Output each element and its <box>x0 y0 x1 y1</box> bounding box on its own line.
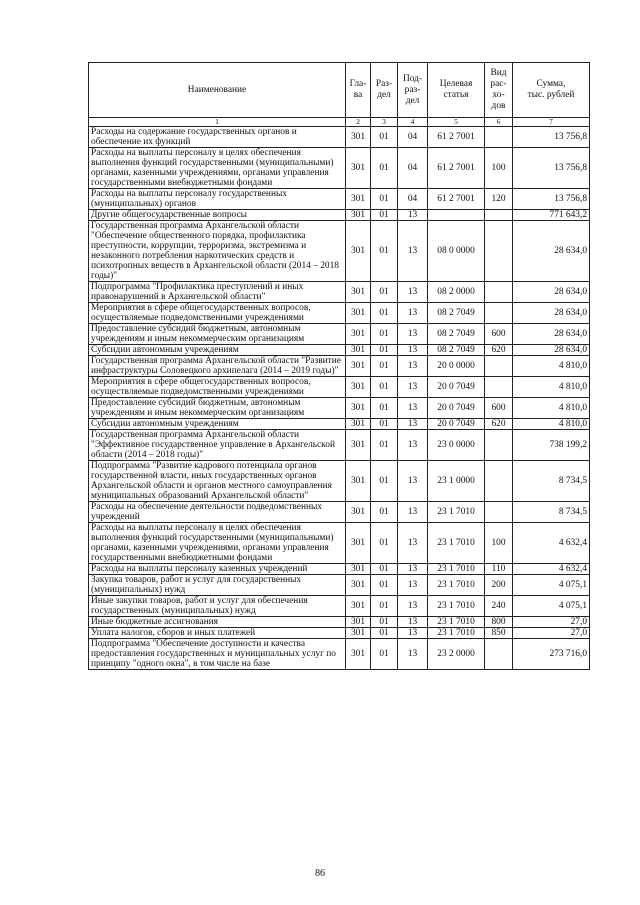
table-row <box>89 430 590 461</box>
row-expense-type-cell <box>485 210 513 221</box>
table-row <box>89 189 590 210</box>
row-expense-type-cell <box>485 639 513 670</box>
row-sum-cell: 27,0 <box>513 628 590 639</box>
header-sum: Сумма, тыс. рублей <box>513 63 590 118</box>
budget-table <box>88 62 590 670</box>
row-expense-type-cell: 600 <box>485 398 513 419</box>
header-row <box>89 63 590 118</box>
row-subsection-cell: 13 <box>398 398 428 419</box>
row-chapter-cell: 301 <box>346 575 371 596</box>
row-target-cell: 61 2 7001 <box>428 127 485 148</box>
row-subsection-cell: 13 <box>398 430 428 461</box>
row-name-cell: Подпрограмма "Развитие кадрового потенциала органов государственной власти, иных государственных органов Архангельской области и органов местного самоуправления муниципальных образований Архангельской области" <box>89 461 346 502</box>
row-chapter-cell: 301 <box>346 628 371 639</box>
column-number: 4 <box>398 118 428 127</box>
header-chapter: Гла- ва <box>346 63 371 118</box>
row-target-cell: 61 2 7001 <box>428 189 485 210</box>
row-target-cell: 08 2 7049 <box>428 324 485 345</box>
column-number: 3 <box>371 118 398 127</box>
row-subsection-cell: 13 <box>398 377 428 398</box>
table-row <box>89 282 590 303</box>
row-subsection-cell: 13 <box>398 303 428 324</box>
header-subsection: Под- раз- дел <box>398 63 428 118</box>
row-subsection-cell: 13 <box>398 639 428 670</box>
row-subsection-cell: 13 <box>398 324 428 345</box>
column-number: 6 <box>485 118 513 127</box>
row-sum-cell: 28 634,0 <box>513 324 590 345</box>
row-subsection-cell: 13 <box>398 575 428 596</box>
row-target-cell: 08 2 7049 <box>428 303 485 324</box>
row-name-cell: Иные закупки товаров, работ и услуг для обеспечения государственных (муниципальных) нужд <box>89 596 346 617</box>
row-sum-cell: 13 756,8 <box>513 127 590 148</box>
row-section-cell: 01 <box>371 617 398 628</box>
table-row <box>89 127 590 148</box>
row-target-cell: 23 1 7010 <box>428 564 485 575</box>
row-chapter-cell: 301 <box>346 282 371 303</box>
column-number: 1 <box>89 118 346 127</box>
row-chapter-cell: 301 <box>346 596 371 617</box>
row-sum-cell: 738 199,2 <box>513 430 590 461</box>
header-section: Раз- дел <box>371 63 398 118</box>
row-name-cell: Закупка товаров, работ и услуг для государственных (муниципальных) нужд <box>89 575 346 596</box>
row-subsection-cell: 13 <box>398 282 428 303</box>
row-sum-cell: 4 810,0 <box>513 356 590 377</box>
row-subsection-cell: 13 <box>398 345 428 356</box>
row-section-cell: 01 <box>371 148 398 189</box>
row-expense-type-cell: 100 <box>485 523 513 564</box>
row-name-cell: Субсидии автономным учреждениям <box>89 419 346 430</box>
row-chapter-cell: 301 <box>346 221 371 282</box>
row-subsection-cell: 13 <box>398 564 428 575</box>
row-subsection-cell: 13 <box>398 523 428 564</box>
row-chapter-cell: 301 <box>346 189 371 210</box>
row-sum-cell: 28 634,0 <box>513 345 590 356</box>
row-sum-cell: 28 634,0 <box>513 282 590 303</box>
row-section-cell: 01 <box>371 628 398 639</box>
row-subsection-cell: 13 <box>398 628 428 639</box>
row-expense-type-cell <box>485 127 513 148</box>
row-expense-type-cell: 200 <box>485 575 513 596</box>
table-row <box>89 377 590 398</box>
row-target-cell: 23 1 0000 <box>428 461 485 502</box>
row-name-cell: Государственная программа Архангельской области "Обеспечение общественного порядка, профилактика преступности, коррупции, терроризма, экстремизма и незаконного потребления наркотических средств и психотропных веществ в Архангельской области (2014 – 2018 годы)" <box>89 221 346 282</box>
row-chapter-cell: 301 <box>346 303 371 324</box>
row-subsection-cell: 04 <box>398 127 428 148</box>
row-expense-type-cell <box>485 282 513 303</box>
row-chapter-cell: 301 <box>346 210 371 221</box>
row-chapter-cell: 301 <box>346 377 371 398</box>
row-expense-type-cell <box>485 356 513 377</box>
row-name-cell: Расходы на обеспечение деятельности подведомственных учреждений <box>89 502 346 523</box>
row-subsection-cell: 04 <box>398 148 428 189</box>
row-target-cell: 23 1 7010 <box>428 628 485 639</box>
row-target-cell: 23 1 7010 <box>428 596 485 617</box>
row-expense-type-cell: 240 <box>485 596 513 617</box>
row-target-cell <box>428 210 485 221</box>
row-subsection-cell: 13 <box>398 221 428 282</box>
row-chapter-cell: 301 <box>346 639 371 670</box>
row-section-cell: 01 <box>371 356 398 377</box>
row-name-cell: Государственная программа Архангельской области "Развитие инфраструктуры Соловецкого архипелага (2014 – 2019 годы)" <box>89 356 346 377</box>
column-number: 7 <box>513 118 590 127</box>
table-row <box>89 461 590 502</box>
row-expense-type-cell <box>485 461 513 502</box>
row-section-cell: 01 <box>371 575 398 596</box>
row-section-cell: 01 <box>371 221 398 282</box>
row-name-cell: Расходы на выплаты персоналу в целях обеспечения выполнения функций государственными (муниципальными) органами, казенными учреждениями, органами управления государственными внебюджетными фондами <box>89 148 346 189</box>
row-expense-type-cell: 620 <box>485 419 513 430</box>
row-sum-cell: 4 810,0 <box>513 398 590 419</box>
header-name: Наименование <box>89 63 346 118</box>
table-row <box>89 596 590 617</box>
row-target-cell: 20 0 7049 <box>428 398 485 419</box>
row-chapter-cell: 301 <box>346 461 371 502</box>
row-section-cell: 01 <box>371 419 398 430</box>
row-expense-type-cell: 800 <box>485 617 513 628</box>
row-sum-cell: 13 756,8 <box>513 189 590 210</box>
row-chapter-cell: 301 <box>346 398 371 419</box>
table-row <box>89 575 590 596</box>
row-subsection-cell: 04 <box>398 189 428 210</box>
row-name-cell: Иные бюджетные ассигнования <box>89 617 346 628</box>
row-chapter-cell: 301 <box>346 324 371 345</box>
row-expense-type-cell <box>485 221 513 282</box>
row-sum-cell: 4 075,1 <box>513 596 590 617</box>
row-name-cell: Государственная программа Архангельской области "Эффективное государственное управление в Архангельской области (2014 – 2018 годы)" <box>89 430 346 461</box>
row-sum-cell: 27,0 <box>513 617 590 628</box>
row-section-cell: 01 <box>371 398 398 419</box>
row-target-cell: 23 1 7010 <box>428 617 485 628</box>
row-subsection-cell: 13 <box>398 210 428 221</box>
row-target-cell: 23 1 7010 <box>428 575 485 596</box>
column-number-row <box>89 118 590 127</box>
row-section-cell: 01 <box>371 210 398 221</box>
header-target: Целевая статья <box>428 63 485 118</box>
row-target-cell: 20 0 0000 <box>428 356 485 377</box>
row-name-cell: Другие общегосударственные вопросы <box>89 210 346 221</box>
table-row <box>89 419 590 430</box>
page-number: 86 <box>315 868 325 879</box>
row-section-cell: 01 <box>371 639 398 670</box>
row-subsection-cell: 13 <box>398 596 428 617</box>
row-name-cell: Подпрограмма "Профилактика преступлений и иных правонарушений в Архангельской области" <box>89 282 346 303</box>
row-sum-cell: 4 075,1 <box>513 575 590 596</box>
row-target-cell: 23 0 0000 <box>428 430 485 461</box>
row-sum-cell: 4 810,0 <box>513 419 590 430</box>
row-target-cell: 08 0 0000 <box>428 221 485 282</box>
row-expense-type-cell: 620 <box>485 345 513 356</box>
row-chapter-cell: 301 <box>346 523 371 564</box>
table-row <box>89 617 590 628</box>
table-row <box>89 523 590 564</box>
row-chapter-cell: 301 <box>346 345 371 356</box>
row-target-cell: 08 2 7049 <box>428 345 485 356</box>
row-name-cell: Расходы на выплаты персоналу государственных (муниципальных) органов <box>89 189 346 210</box>
row-section-cell: 01 <box>371 127 398 148</box>
row-sum-cell: 13 756,8 <box>513 148 590 189</box>
table-row <box>89 221 590 282</box>
row-name-cell: Мероприятия в сфере общегосударственных вопросов, осуществляемые подведомственными учреждениями <box>89 377 346 398</box>
row-sum-cell: 8 734,5 <box>513 502 590 523</box>
row-chapter-cell: 301 <box>346 502 371 523</box>
row-target-cell: 20 0 7049 <box>428 419 485 430</box>
row-target-cell: 23 1 7010 <box>428 523 485 564</box>
row-section-cell: 01 <box>371 461 398 502</box>
row-name-cell: Мероприятия в сфере общегосударственных вопросов, осуществляемые подведомственными учреждениями <box>89 303 346 324</box>
row-expense-type-cell: 100 <box>485 148 513 189</box>
row-subsection-cell: 13 <box>398 419 428 430</box>
table-body <box>89 127 590 670</box>
row-expense-type-cell: 110 <box>485 564 513 575</box>
row-name-cell: Предоставление субсидий бюджетным, автономным учреждениям и иным некоммерческим организациям <box>89 324 346 345</box>
table-row <box>89 398 590 419</box>
row-chapter-cell: 301 <box>346 419 371 430</box>
row-name-cell: Подпрограмма "Обеспечение доступности и качества предоставления государственных и муниципальных услуг по принципу "одного окна", в том числе на базе <box>89 639 346 670</box>
table-row <box>89 356 590 377</box>
row-target-cell: 23 2 0000 <box>428 639 485 670</box>
row-expense-type-cell: 850 <box>485 628 513 639</box>
row-chapter-cell: 301 <box>346 564 371 575</box>
row-sum-cell: 28 634,0 <box>513 303 590 324</box>
row-name-cell: Расходы на выплаты персоналу казенных учреждений <box>89 564 346 575</box>
row-expense-type-cell: 120 <box>485 189 513 210</box>
row-section-cell: 01 <box>371 377 398 398</box>
row-subsection-cell: 13 <box>398 502 428 523</box>
row-section-cell: 01 <box>371 189 398 210</box>
table-row <box>89 148 590 189</box>
row-expense-type-cell <box>485 502 513 523</box>
row-sum-cell: 273 716,0 <box>513 639 590 670</box>
table-row <box>89 324 590 345</box>
row-section-cell: 01 <box>371 324 398 345</box>
row-chapter-cell: 301 <box>346 617 371 628</box>
table-row <box>89 210 590 221</box>
row-target-cell: 61 2 7001 <box>428 148 485 189</box>
row-chapter-cell: 301 <box>346 356 371 377</box>
row-expense-type-cell <box>485 303 513 324</box>
row-sum-cell: 4 810,0 <box>513 377 590 398</box>
row-target-cell: 08 2 0000 <box>428 282 485 303</box>
row-target-cell: 23 1 7010 <box>428 502 485 523</box>
row-sum-cell: 4 632,4 <box>513 523 590 564</box>
table-row <box>89 303 590 324</box>
header-expense-type: Вид рас- хо- дов <box>485 63 513 118</box>
row-subsection-cell: 13 <box>398 617 428 628</box>
row-section-cell: 01 <box>371 523 398 564</box>
row-name-cell: Расходы на содержание государственных органов и обеспечение их функций <box>89 127 346 148</box>
row-name-cell: Субсидии автономным учреждениям <box>89 345 346 356</box>
table-row <box>89 564 590 575</box>
row-section-cell: 01 <box>371 345 398 356</box>
column-number: 2 <box>346 118 371 127</box>
table-row <box>89 639 590 670</box>
row-sum-cell: 8 734,5 <box>513 461 590 502</box>
row-expense-type-cell: 600 <box>485 324 513 345</box>
row-subsection-cell: 13 <box>398 461 428 502</box>
row-section-cell: 01 <box>371 282 398 303</box>
row-name-cell: Уплата налогов, сборов и иных платежей <box>89 628 346 639</box>
row-target-cell: 20 0 7049 <box>428 377 485 398</box>
row-section-cell: 01 <box>371 502 398 523</box>
row-chapter-cell: 301 <box>346 430 371 461</box>
row-sum-cell: 28 634,0 <box>513 221 590 282</box>
row-chapter-cell: 301 <box>346 127 371 148</box>
row-sum-cell: 771 643,2 <box>513 210 590 221</box>
row-expense-type-cell <box>485 430 513 461</box>
row-section-cell: 01 <box>371 596 398 617</box>
row-sum-cell: 4 632,4 <box>513 564 590 575</box>
row-section-cell: 01 <box>371 430 398 461</box>
row-name-cell: Предоставление субсидий бюджетным, автономным учреждениям и иным некоммерческим организациям <box>89 398 346 419</box>
row-name-cell: Расходы на выплаты персоналу в целях обеспечения выполнения функций государственными (муниципальными) органами, казенными учреждениями, органами управления государственными внебюджетными фондами <box>89 523 346 564</box>
row-chapter-cell: 301 <box>346 148 371 189</box>
row-section-cell: 01 <box>371 303 398 324</box>
column-number: 5 <box>428 118 485 127</box>
row-expense-type-cell <box>485 377 513 398</box>
row-subsection-cell: 13 <box>398 356 428 377</box>
table-row <box>89 502 590 523</box>
table-row <box>89 345 590 356</box>
table-row <box>89 628 590 639</box>
budget-table-sheet <box>88 62 589 670</box>
row-section-cell: 01 <box>371 564 398 575</box>
